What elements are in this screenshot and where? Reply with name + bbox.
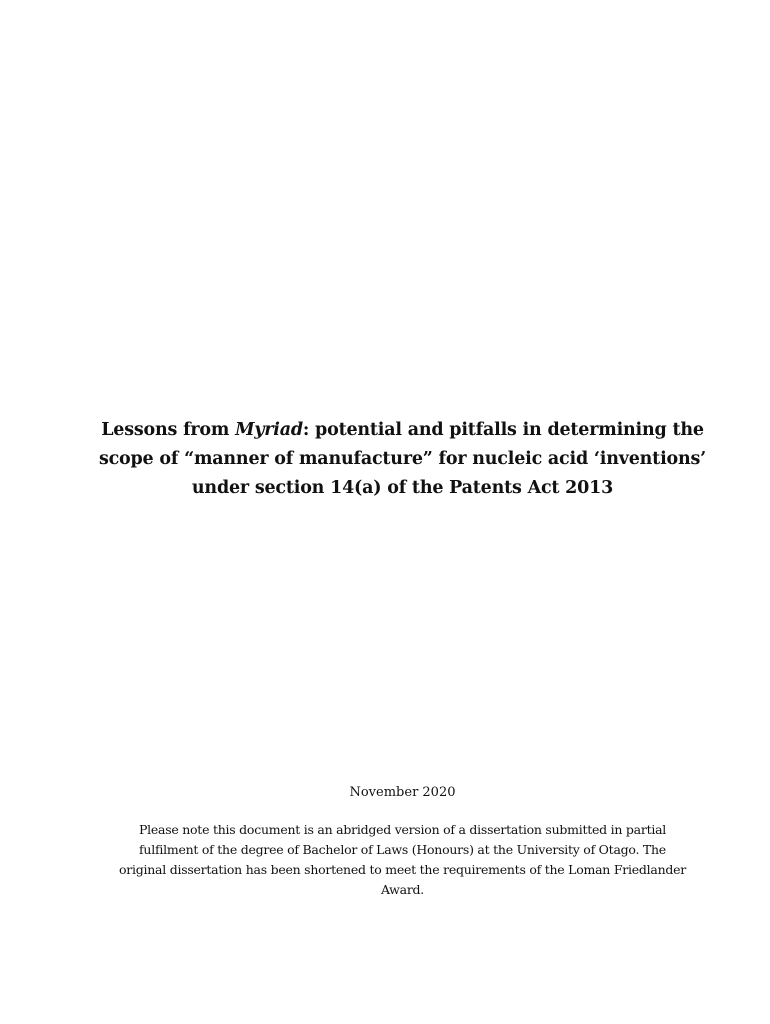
title-line-3: under section 14(a) of the Patents Act 2013 (191, 478, 614, 498)
note-line-4: Award. (380, 882, 425, 897)
note-line-1: Please note this document is an abridged version of a dissertation submitted in partial (138, 822, 667, 837)
title-text-start: Lessons from (101, 420, 236, 440)
note-line-3: original dissertation has been shortened to meet the requirements of the Loman Friedlander (118, 862, 686, 877)
note-line-2: fulfilment of the degree of Bachelor of Laws (Honours) at the University of Otago. The (139, 842, 666, 857)
title-text-end: : potential and pitfalls in determining the (302, 420, 704, 440)
abridgement-note (60, 820, 745, 900)
document-date: November 2020 (349, 785, 456, 800)
title-line-2: scope of “manner of manufacture” for nucleic acid ‘inventions’ (98, 449, 707, 469)
title-line-1 (60, 416, 745, 445)
title-case-name: Myriad (235, 420, 303, 440)
document-title (60, 416, 745, 503)
